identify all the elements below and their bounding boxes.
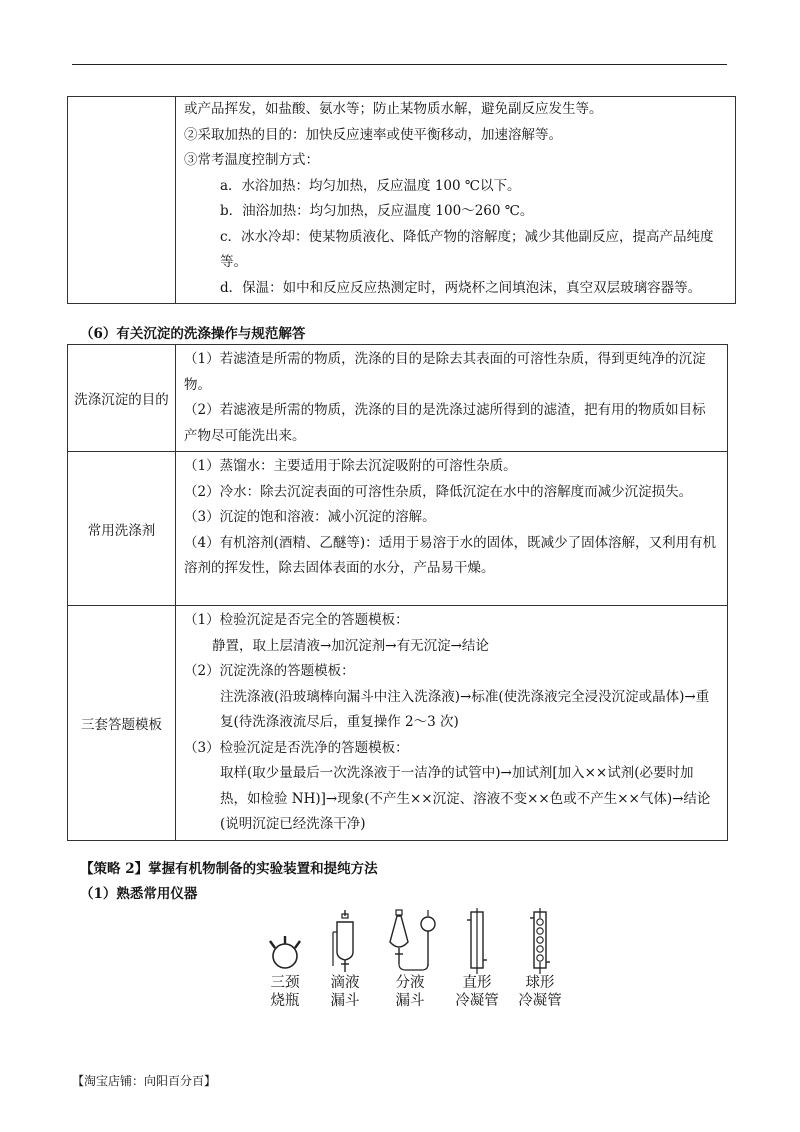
text-line: （3）检验沉淀是否洗净的答题模板：: [184, 739, 409, 756]
text-line: c．冰水冷却：使某物质液化、降低产物的溶解度；减少其他副反应，提高产品纯度等。: [220, 228, 714, 270]
apparatus-label: 滴液: [330, 975, 360, 991]
apparatus-label: 漏斗: [330, 993, 360, 1009]
row-label-purpose: 洗涤沉淀的目的: [68, 345, 176, 452]
section-6-title: （6）有关沉淀的洗涤操作与规范解答: [80, 326, 306, 342]
templates-cell: [176, 606, 728, 841]
apparatus-bulb-condenser: [509, 908, 571, 1010]
bulb-condenser-icon: [520, 908, 560, 974]
dropping-funnel-icon: [325, 908, 365, 974]
apparatus-label: 三颈: [270, 975, 300, 991]
row-label-detergents: 常用洗涤剂: [68, 452, 176, 606]
text-line: b．油浴加热：均匀加热，反应温度 100～260 ℃。: [220, 203, 534, 219]
strategy-2-subtitle: （1）熟悉常用仪器: [80, 886, 198, 902]
apparatus-straight-condenser: [447, 908, 507, 1010]
strategy-2-title: [80, 857, 378, 877]
straight-condenser-icon: [457, 908, 497, 974]
text-line: ②采取加热的目的：加快反应速率或使平衡移动，加速溶解等。: [184, 126, 562, 143]
detergents-cell: [176, 452, 728, 606]
text-line: （3）沉淀的饱和溶液：减小沉淀的溶解。: [184, 509, 436, 525]
strategy-2-bracket: 【策略 2】: [80, 861, 149, 877]
apparatus-label: 漏斗: [395, 993, 425, 1009]
text-line: ③常考温度控制方式：: [184, 152, 319, 168]
text-line: （1）蒸馏水：主要适用于除去沉淀吸附的可溶性杂质。: [184, 458, 517, 474]
apparatus-label: 直形: [462, 975, 492, 991]
apparatus-label: 分液: [395, 975, 425, 991]
empty-label-cell: [68, 97, 176, 304]
text-line: （2）冷水：除去沉淀表面的可溶性杂质，降低沉淀在水中的溶解度而减少沉淀损失。: [184, 483, 693, 500]
text-line: 或产品挥发，如盐酸、氨水等；防止某物质水解，避免副反应发生等。: [184, 101, 603, 117]
apparatus-three-neck-flask: [255, 908, 315, 1010]
text-line: （2）沉淀洗涤的答题模板：: [184, 663, 355, 679]
apparatus-figure: [255, 908, 575, 1018]
text-line: 注洗涤液(沿玻璃棒向漏斗中注入洗涤液)→标准(使洗涤液完全浸没沉淀或晶体)→重复(待洗涤液流尽后，重复操作 2～3 次): [220, 688, 710, 730]
strategy-2-text: 掌握有机物制备的实验装置和提纯方法: [148, 861, 378, 877]
footer-shop-label: 【淘宝店铺：向阳百分百】: [72, 1074, 217, 1088]
apparatus-separatory-funnel: [375, 908, 445, 1010]
purpose-cell: [176, 345, 728, 452]
text-line: d．保温：如中和反应反应热测定时，两烧杯之间填泡沫，真空双层玻璃容器等。: [220, 279, 702, 296]
text-line: （1）若滤渣是所需的物质，洗涤的目的是除去其表面的可溶性杂质，得到更纯净的沉淀物。: [184, 351, 706, 393]
apparatus-label: 球形: [525, 975, 555, 991]
three-neck-flask-icon: [260, 908, 310, 974]
header-rule: [72, 64, 727, 65]
apparatus-dropping-funnel: [317, 908, 373, 1010]
row-label-templates: 三套答题模板: [68, 606, 176, 841]
text-line: 取样(取少量最后一次洗涤液于一洁净的试管中)→加试剂[加入××试剂(必要时加热，如检验 NH)]→现象(不产生××沉淀、溶液不变××色或不产生××气体)→结论(说明沉淀已经洗涤干净): [220, 765, 711, 832]
text-line: （4）有机溶剂(酒精、乙醚等)：适用于易溶于水的固体，既减少了固体溶解，又利用有机溶剂的挥发性，除去固体表面的水分，产品易干燥。: [184, 534, 717, 576]
text-line: 静置，取上层清液→加沉淀剂→有无沉淀→结论: [212, 637, 489, 654]
text-line: a．水浴加热：均匀加热，反应温度 100 ℃以下。: [220, 177, 521, 194]
text-line: （2）若滤液是所需的物质，洗涤的目的是洗涤过滤所得到的滤渣，把有用的物质如目标产物尽可能洗出来。: [184, 402, 706, 444]
apparatus-label: 烧瓶: [270, 993, 300, 1009]
apparatus-label: 冷凝管: [455, 993, 499, 1009]
text-line: （1）检验沉淀是否完全的答题模板：: [184, 612, 409, 628]
separatory-funnel-icon: [378, 908, 442, 974]
temperature-control-table: [67, 96, 736, 304]
precipitate-washing-table: [67, 344, 728, 841]
temperature-control-cell: [176, 97, 736, 304]
apparatus-label: 冷凝管: [518, 993, 562, 1009]
